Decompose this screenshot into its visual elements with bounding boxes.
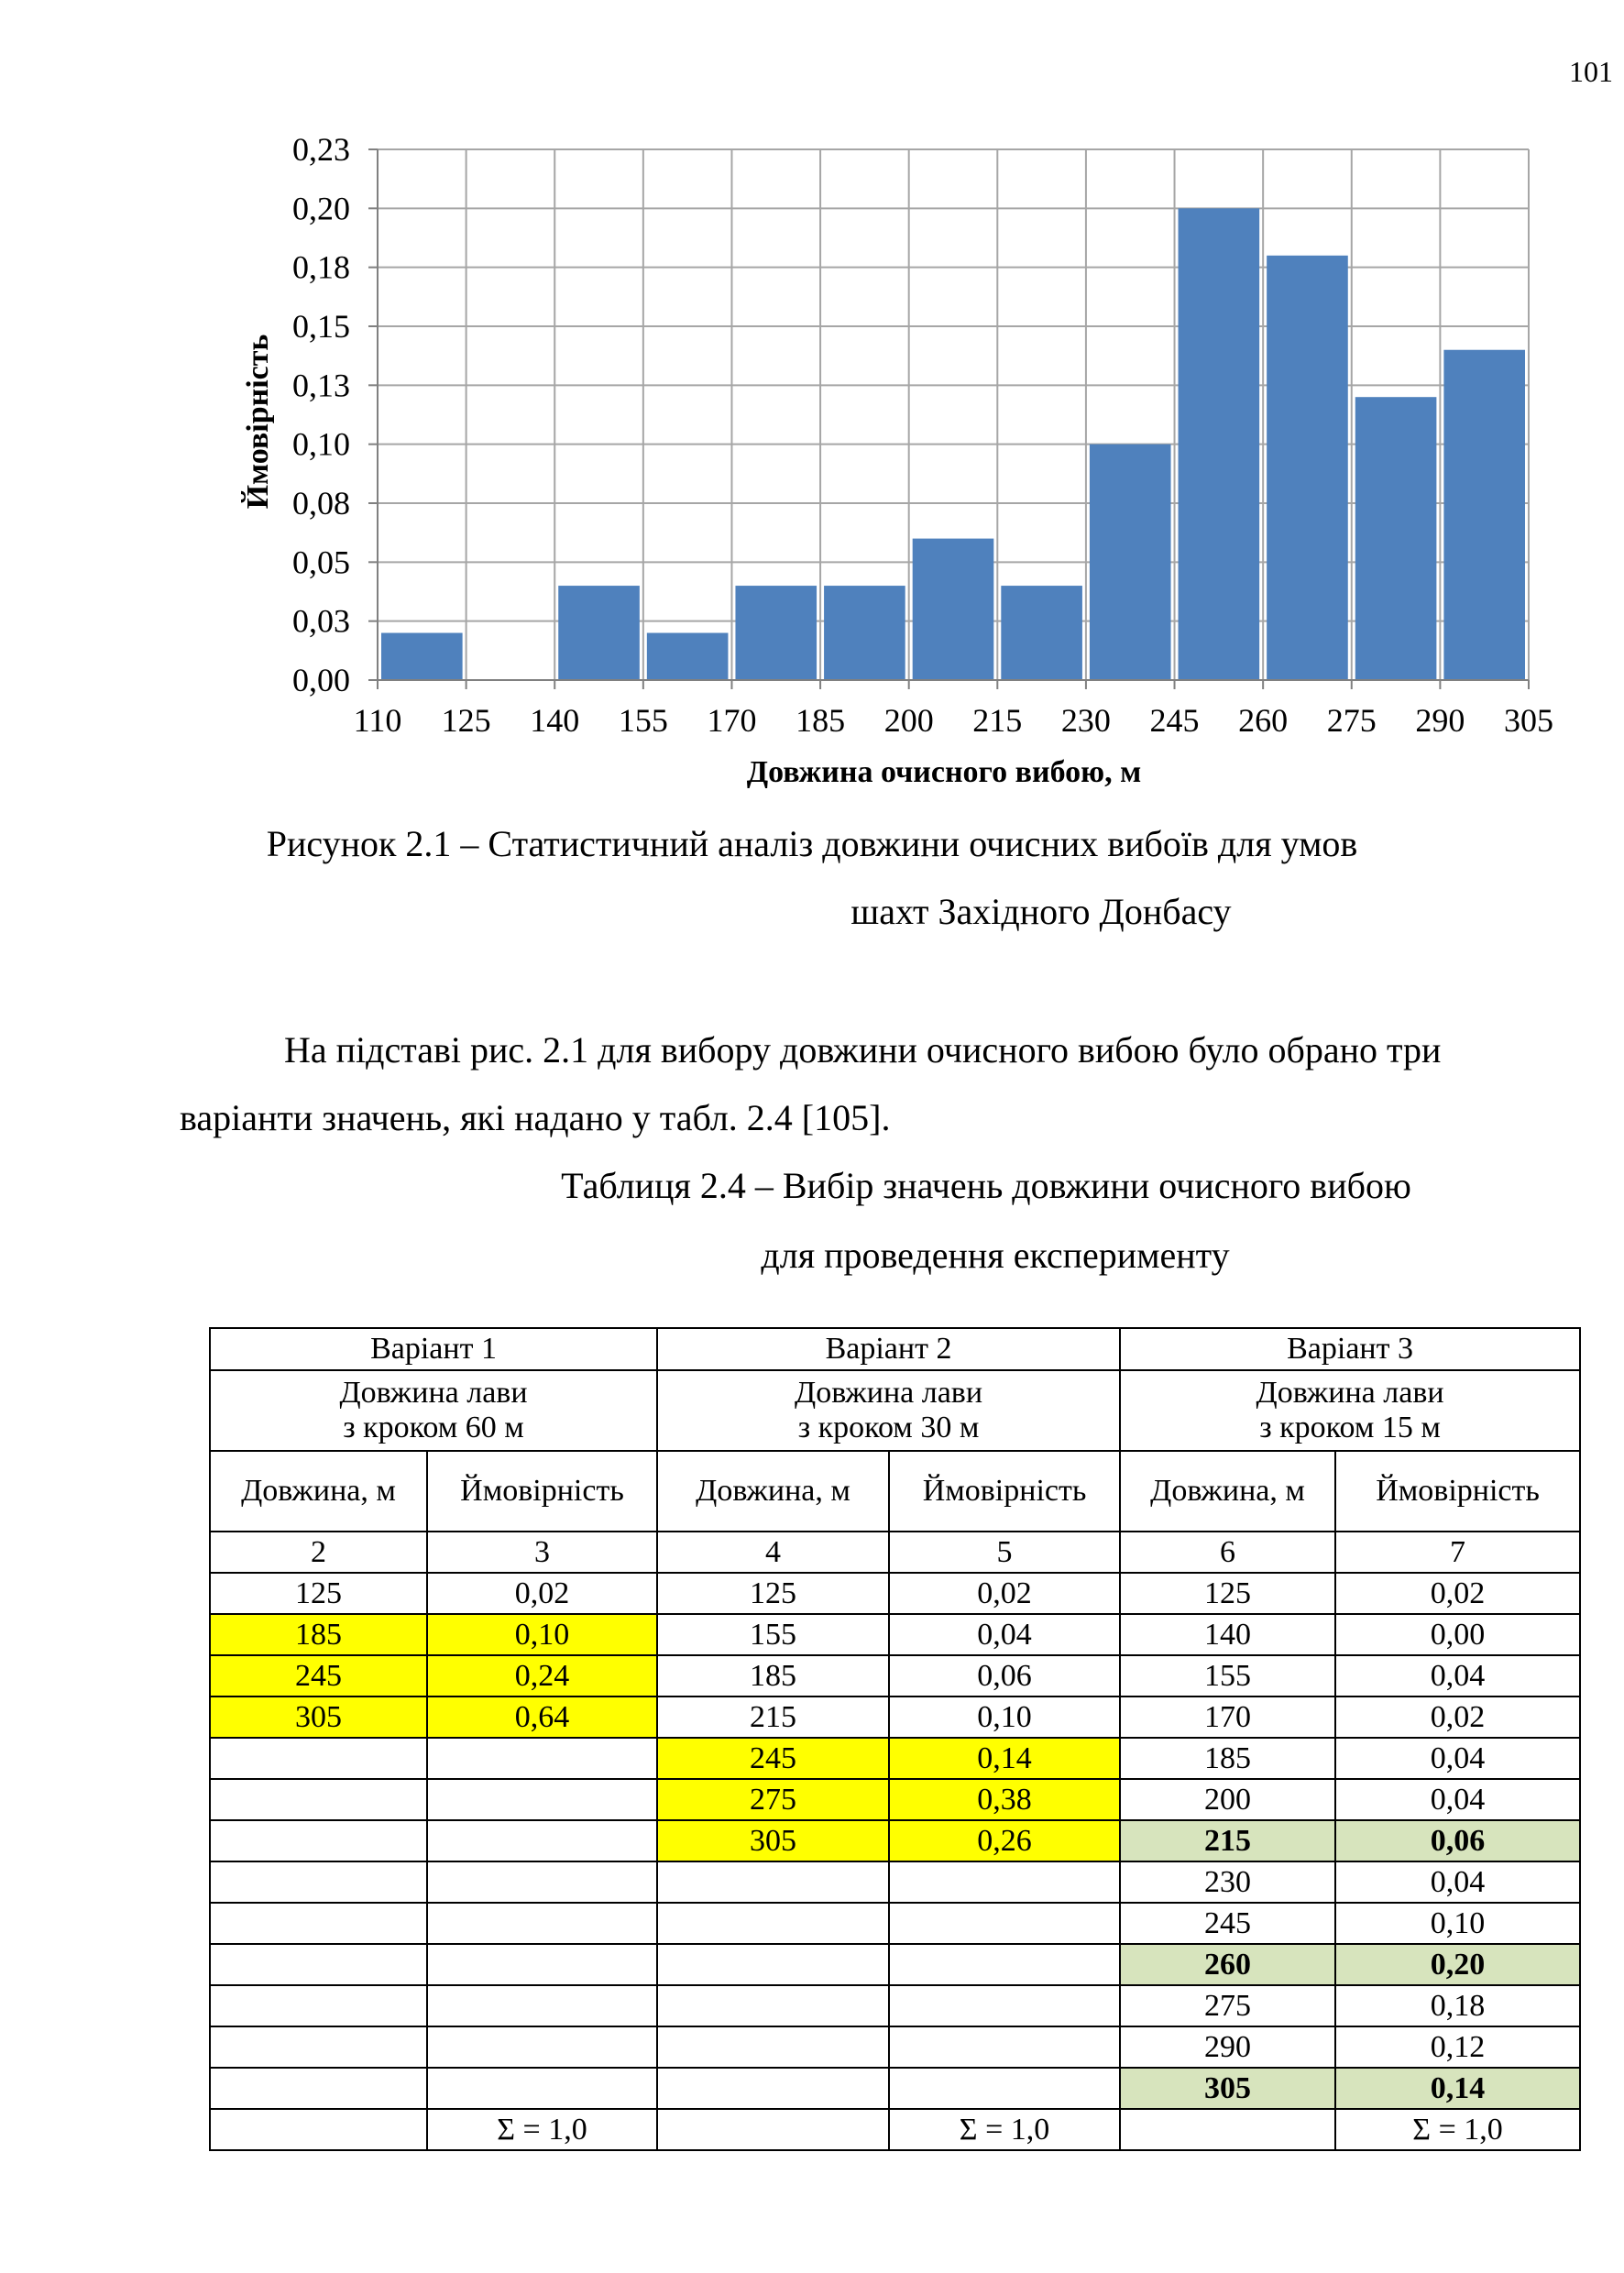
table-cell <box>210 1985 427 2026</box>
variant-3-sub1: Довжина лави <box>1256 1376 1444 1410</box>
table-cell: 0,14 <box>1335 2068 1580 2109</box>
table-row <box>210 1573 1580 1614</box>
table-cell: 0,04 <box>889 1614 1120 1655</box>
histogram-bar <box>913 539 994 680</box>
sum-cell: Σ = 1,0 <box>1335 2109 1580 2150</box>
histogram-bar <box>1001 586 1082 680</box>
table-cell: 0,10 <box>889 1697 1120 1738</box>
col-number: 7 <box>1335 1532 1580 1573</box>
table-cell: 0,38 <box>889 1779 1120 1820</box>
table-cell: 0,18 <box>1335 1985 1580 2026</box>
variant-3-subtitle <box>1120 1370 1580 1451</box>
table-cell: 0,06 <box>889 1655 1120 1697</box>
histogram-bar <box>558 586 640 680</box>
histogram-bar <box>1443 350 1525 680</box>
x-tick-label: 290 <box>1415 702 1465 739</box>
col-header-length: Довжина, м <box>210 1451 427 1532</box>
table-cell: 125 <box>1120 1573 1335 1614</box>
table-cell <box>427 1738 657 1779</box>
variant-1-title: Варіант 1 <box>210 1328 657 1370</box>
sum-row <box>210 2109 1580 2150</box>
table-cell: 0,20 <box>1335 1944 1580 1985</box>
table-row <box>210 1944 1580 1985</box>
figure-caption-line-1: Рисунок 2.1 – Статистичний аналіз довжини очисних вибоїв для умов <box>266 823 1358 864</box>
table-cell: 140 <box>1120 1614 1335 1655</box>
y-tick-label: 0,20 <box>292 190 350 227</box>
x-tick-label: 155 <box>618 702 668 739</box>
table-cell <box>657 2068 889 2109</box>
table-cell: 0,04 <box>1335 1779 1580 1820</box>
col-header-probability: Ймовірність <box>427 1451 657 1532</box>
x-tick-label: 275 <box>1326 702 1377 739</box>
variant-1-sub2: з кроком 60 м <box>343 1411 524 1444</box>
table-cell: 0,02 <box>1335 1697 1580 1738</box>
variant-3-sub2: з кроком 15 м <box>1259 1411 1441 1444</box>
col-number: 2 <box>210 1532 427 1573</box>
y-tick-label: 0,23 <box>292 131 350 168</box>
col-number: 6 <box>1120 1532 1335 1573</box>
x-tick-label: 200 <box>883 702 934 739</box>
table-cell <box>427 1861 657 1903</box>
table-cell: 185 <box>1120 1738 1335 1779</box>
col-number: 3 <box>427 1532 657 1573</box>
table-row <box>210 1779 1580 1820</box>
sum-cell: Σ = 1,0 <box>889 2109 1120 2150</box>
table-cell: 0,24 <box>427 1655 657 1697</box>
variant-3-title: Варіант 3 <box>1120 1328 1580 1370</box>
table-row <box>210 1985 1580 2026</box>
y-tick-label: 0,08 <box>292 485 350 522</box>
table-cell: 125 <box>657 1573 889 1614</box>
sum-cell: Σ = 1,0 <box>427 2109 657 2150</box>
col-header-probability: Ймовірність <box>1335 1451 1580 1532</box>
table-cell <box>657 1861 889 1903</box>
table-cell <box>210 2109 427 2150</box>
table-cell: 305 <box>210 1697 427 1738</box>
histogram-bar <box>647 633 729 680</box>
variant-1-subtitle <box>210 1370 657 1451</box>
table-cell <box>210 1903 427 1944</box>
table-cell <box>210 1820 427 1861</box>
table-cell: 0,12 <box>1335 2026 1580 2068</box>
table-cell: 245 <box>1120 1903 1335 1944</box>
x-tick-label: 230 <box>1060 702 1111 739</box>
table-cell: 260 <box>1120 1944 1335 1985</box>
variant-2-sub2: з кроком 30 м <box>797 1411 980 1444</box>
table-cell: 0,26 <box>889 1820 1120 1861</box>
table-row <box>210 1861 1580 1903</box>
col-number: 4 <box>657 1532 889 1573</box>
y-tick-label: 0,10 <box>292 425 350 463</box>
table-cell: 0,04 <box>1335 1655 1580 1697</box>
table-cell <box>889 2068 1120 2109</box>
histogram-bar <box>1355 397 1437 680</box>
histogram-bar <box>1090 445 1171 680</box>
x-tick-label: 245 <box>1149 702 1200 739</box>
table-cell: 275 <box>1120 1985 1335 2026</box>
table-cell <box>210 1861 427 1903</box>
table-cell <box>427 1820 657 1861</box>
table-row <box>210 1614 1580 1655</box>
histogram-chart <box>0 0 1624 797</box>
table-cell: 200 <box>1120 1779 1335 1820</box>
histogram-bar <box>1179 208 1260 680</box>
variant-2-sub1: Довжина лави <box>795 1376 983 1410</box>
x-tick-label: 125 <box>441 702 491 739</box>
table-cell <box>210 2068 427 2109</box>
histogram-bar <box>1267 256 1348 680</box>
table-cell <box>1120 2109 1335 2150</box>
histogram-bar <box>824 586 905 680</box>
table-cell <box>657 1903 889 1944</box>
table-cell: 155 <box>657 1614 889 1655</box>
table-row <box>210 1655 1580 1697</box>
histogram-bar <box>735 586 817 680</box>
table-cell: 275 <box>657 1779 889 1820</box>
x-tick-label: 215 <box>972 702 1023 739</box>
table-cell: 0,14 <box>889 1738 1120 1779</box>
y-tick-label: 0,13 <box>292 367 350 404</box>
table-cell: 0,06 <box>1335 1820 1580 1861</box>
table-cell: 0,10 <box>1335 1903 1580 1944</box>
table-cell: 305 <box>1120 2068 1335 2109</box>
x-tick-label: 185 <box>796 702 846 739</box>
y-tick-label: 0,05 <box>292 544 350 581</box>
table-cell: 0,00 <box>1335 1614 1580 1655</box>
table-cell: 170 <box>1120 1697 1335 1738</box>
table-row <box>210 1903 1580 1944</box>
x-tick-label: 260 <box>1238 702 1289 739</box>
table-cell: 245 <box>210 1655 427 1697</box>
page-number: 101 <box>1569 55 1613 88</box>
col-header-length: Довжина, м <box>657 1451 889 1532</box>
table-cell: 245 <box>657 1738 889 1779</box>
table-cell: 185 <box>657 1655 889 1697</box>
paragraph-line-1: На підставі рис. 2.1 для вибору довжини очисного вибою було обрано три <box>284 1029 1442 1071</box>
variant-2-subtitle <box>657 1370 1120 1451</box>
table-cell: 0,02 <box>889 1573 1120 1614</box>
x-tick-label: 140 <box>530 702 580 739</box>
table-cell <box>427 2068 657 2109</box>
table-cell: 0,02 <box>427 1573 657 1614</box>
table-cell: 290 <box>1120 2026 1335 2068</box>
x-axis-title: Довжина очисного вибою, м <box>746 755 1142 789</box>
table-cell <box>657 1944 889 1985</box>
col-header-length: Довжина, м <box>1120 1451 1335 1532</box>
table-cell <box>427 1779 657 1820</box>
table-cell <box>889 1985 1120 2026</box>
table-cell <box>210 1944 427 1985</box>
table-cell <box>889 1944 1120 1985</box>
table-cell: 230 <box>1120 1861 1335 1903</box>
table-cell <box>427 1944 657 1985</box>
table-row <box>210 2026 1580 2068</box>
table-row <box>210 2068 1580 2109</box>
x-tick-label: 305 <box>1504 702 1553 739</box>
table-row <box>210 1697 1580 1738</box>
table-cell <box>657 1985 889 2026</box>
table-cell: 215 <box>1120 1820 1335 1861</box>
y-tick-label: 0,03 <box>292 602 350 640</box>
y-tick-label: 0,18 <box>292 248 350 286</box>
x-tick-label: 110 <box>353 702 402 739</box>
table-cell: 155 <box>1120 1655 1335 1697</box>
col-number: 5 <box>889 1532 1120 1573</box>
table-cell <box>657 2109 889 2150</box>
table-cell <box>210 1779 427 1820</box>
table-cell: 125 <box>210 1573 427 1614</box>
table-cell: 305 <box>657 1820 889 1861</box>
col-header-probability: Ймовірність <box>889 1451 1120 1532</box>
variant-2-title: Варіант 2 <box>657 1328 1120 1370</box>
table-cell: 185 <box>210 1614 427 1655</box>
table-cell: 0,04 <box>1335 1738 1580 1779</box>
figure-caption-line-2: шахт Західного Донбасу <box>850 891 1232 932</box>
paragraph-line-2: варіанти значень, які надано у табл. 2.4 [105]. <box>180 1097 891 1138</box>
table-cell: 0,04 <box>1335 1861 1580 1903</box>
table-row <box>210 1738 1580 1779</box>
table-cell: 0,10 <box>427 1614 657 1655</box>
table-cell <box>657 2026 889 2068</box>
table-cell <box>427 2026 657 2068</box>
x-tick-label: 170 <box>707 702 757 739</box>
table-cell <box>210 2026 427 2068</box>
table-cell <box>889 2026 1120 2068</box>
table-caption-line-2: для проведення експерименту <box>761 1235 1230 1276</box>
histogram-bar <box>381 633 463 680</box>
table-cell <box>889 1903 1120 1944</box>
table-cell <box>427 1903 657 1944</box>
y-tick-label: 0,15 <box>292 308 350 345</box>
y-axis-title: Ймовірність <box>241 334 275 510</box>
table-row <box>210 1820 1580 1861</box>
length-selection-table <box>209 1327 1581 2151</box>
table-cell: 0,64 <box>427 1697 657 1738</box>
table-cell <box>210 1738 427 1779</box>
variant-1-sub1: Довжина лави <box>339 1376 528 1410</box>
table-cell: 0,02 <box>1335 1573 1580 1614</box>
y-tick-label: 0,00 <box>292 662 350 698</box>
table-cell <box>427 1985 657 2026</box>
table-cell <box>889 1861 1120 1903</box>
table-caption-line-1: Таблиця 2.4 – Вибір значень довжини очисного вибою <box>561 1165 1411 1206</box>
table-cell: 215 <box>657 1697 889 1738</box>
